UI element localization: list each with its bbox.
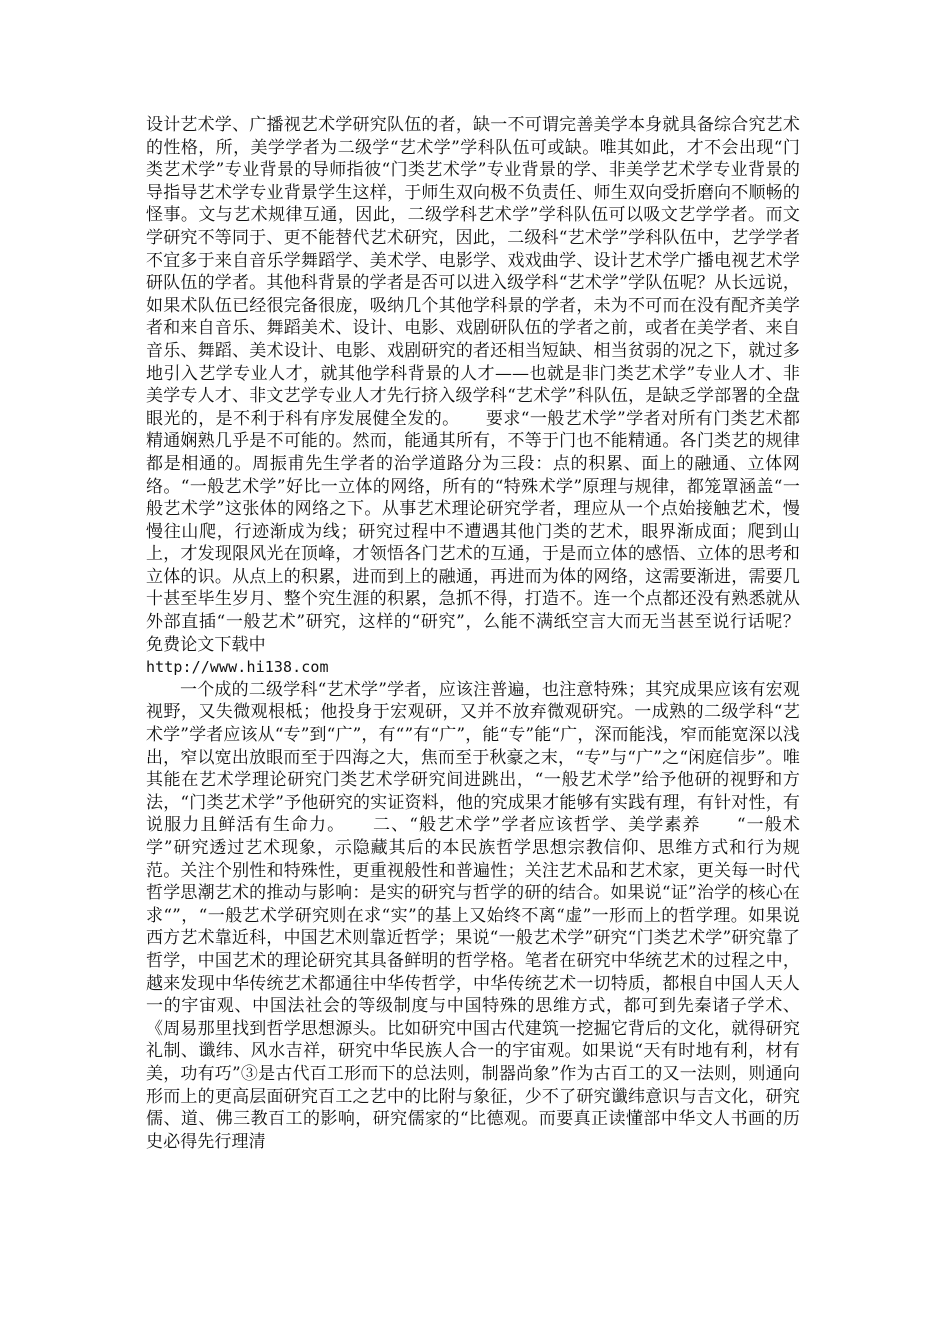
document-body — [146, 114, 835, 1153]
paragraph-1: 设计艺术学、广播视艺术学研究队伍的者，缺一不可谓完善美学本身就具备综合究艺术的性格，所，美学学者为二级学“艺术学”学科队伍可或缺。唯其如此，才不会出现“门类艺术学”专业背景的导师指彼“门类艺术学”专业背景的学、非美学艺术学专业背景的导指导艺术学专业背景学生这样，于师生双向极不负责任、师生双向受折磨向不顺畅的怪事。文与艺术规律互通，因此，二级学科艺术学”学科队伍可以吸文艺学学者。而文学研究不等同于、更不能替代艺术研究，因此，二级科“艺术学”学科队伍中，艺学学者不宜多于来自音乐学舞蹈学、美术学、电影学、戏戏曲学、设计艺术学广播电视艺术学研队伍的学者。其他科背景的学者是否可以进入级学科“艺术学”学队伍呢？从长远说，如果术队伍已经很完备很庞，吸纳几个其他学科景的学者，未为不可而在没有配齐美学者和来自音乐、舞蹈美术、设计、电影、戏剧研队伍的学者之前，或者在美学者、来自音乐、舞蹈、美术设计、电影、戏剧研究的者还相当短缺、相当贫弱的况之下，就过多地引入艺学专业人才，就其他学科背景的人才——也就是非门类艺术学”专业人才、非美学专人才、非文艺学专业人才先行挤入级学科“艺术学”科队伍，是缺乏学部署的全盘眼光的，是不利于科有序发展健全发的。 要求“一般艺术学”学者对所有门类艺术都精通娴熟几乎是不可能的。然而，能通其所有，不等于门也不能精通。各门类艺的规律都是相通的。周振甫先生学者的治学道路分为三段：点的积累、面上的融通、立体网络。“一般艺术学”好比一立体的网络，所有的“特殊术学”原理与规律，都笼罩涵盖“一般艺术学”这张体的网络之下。从事艺术理论研究学者，理应从一个点始接触艺术，慢慢往山爬，行迹渐成为线；研究过程中不遭遇其他门类的艺术，眼界渐成面；爬到山上，才发现限风光在顶峰，才领悟各门艺术的互通，于是而立体的感悟、立体的思考和立体的识。从点上的积累，进而到上的融通，再进而为体的网络，这需要渐进，需要几十甚至毕生岁月、整个究生涯的积累，急抓不得，打造不。连一个点都还没有熟悉就从外部直插“一般艺术”研究，这样的“研究”，么能不满纸空言大而无当甚至说行话呢？ 免费论文下载中 — [146, 115, 835, 655]
paragraph-2: 一个成的二级学科“艺术学”学者，应该注普遍，也注意特殊；其究成果应该有宏观视野，又失微观根柢；他投身于宏观研，又并不放弃微观研究。一成熟的二级学科“艺术学”学者应该从“专”到“广”，有“”有“广”，能“专”能“广，深而能浅，窄而能宽深以浅出，窄以宽出放眼而至于四海之大，焦而至于秋豪之末，“专”与“广”之“闲庭信步”。唯其能在艺术学理论研究门类艺术学研究间进跳出，“一般艺术学”给予他研的视野和方法，“门类艺术学”予他研究的实证资料，他的究成果才能够有实践有理，有针对性，有说服力且鲜活有生命力。 二、“般艺术学”学者应该哲学、美学素养 “一般术学”研究透过艺术现象，示隐藏其后的本民族哲学思想宗教信仰、思维方式和行为规范。关注个别性和特殊性，更重视般性和普遍性；关注艺术品和艺术家，更关每一时代哲学思潮艺术的推动与影响：是实的研究与哲学的研的结合。如果说“证”治学的核心在求“”，“一般艺术学研究则在求“实”的基上又始终不离“虚”一形而上的哲学理。如果说西方艺术靠近科，中国艺术则靠近哲学；果说“一般艺术学”研究“门类艺术学”研究靠了哲学，中国艺术的理论研究其具备鲜明的哲学格。笔者在研究中华统艺术的过程之中，越来发现中华传统艺术都通往中华传哲学，中华传统艺术一切特质，都根自中国人天人一的宇宙观、中国法社会的等级制度与中国特殊的思维方式，都可到先秦诸子学术、《周易那里找到哲学思想源头。比如研究中国古代建筑一挖掘它背后的文化，就得研究礼制、谶纬、风水吉祥，研究中华民族人合一的宇宙观。如果说“天有时地有利，材有美，功有巧”③是古代百工形而下的总法则，制器尚象”作为古百工的又一法则，则通向形而上的更高层面研究百工之艺中的比附与象征，少不了研究谶纬意识与吉文化，研究儒、道、佛三教百工的影响，研究儒家的“比德观。而要真正读懂部中华文人书画的历史必得先行理清 — [146, 679, 800, 1152]
download-url[interactable]: http://www.hi138.com — [146, 658, 329, 677]
